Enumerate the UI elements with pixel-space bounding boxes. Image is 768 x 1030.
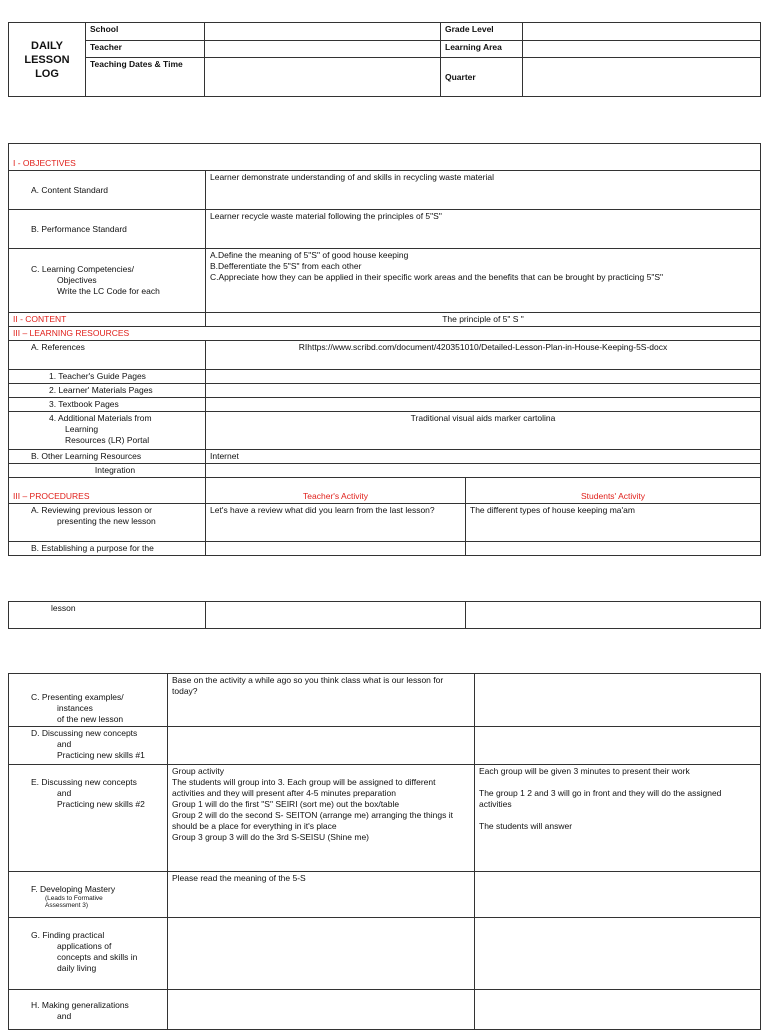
teacher-activity-header: Teacher's Activity <box>206 478 466 504</box>
learning-area-label: Learning Area <box>441 41 523 58</box>
discussing-concepts-2-teacher: Group activity The students will group into 3. Each group will be assigned to different activities and they will present after 4-5 minutes preparation Group 1 will do the first "S" SEIRI (sort me) out the box/table Group 2 will do the second S- SEITON (arrange me) arranging the things it should be a place for everything in it's place Group 3 group 3 will do the 3rd S-SEISU (Shine me) <box>168 765 475 872</box>
header-table <box>8 22 761 97</box>
grade-level-label: Grade Level <box>441 23 523 41</box>
discussing-concepts-2-label: E. Discussing new concepts and Practicing new skills #2 <box>9 765 168 872</box>
teacher-label: Teacher <box>86 41 205 58</box>
school-label: School <box>86 23 205 41</box>
integration-label: Integration <box>9 464 206 478</box>
establishing-purpose-teacher <box>206 542 466 556</box>
continuation-table <box>8 601 761 629</box>
objectives-heading: I - OBJECTIVES <box>9 144 761 171</box>
performance-standard-value: Learner recycle waste material following the principles of 5"S" <box>206 210 761 249</box>
teachers-guide-label: 1. Teacher's Guide Pages <box>9 370 206 384</box>
lesson-main-table <box>8 143 761 556</box>
reviewing-lesson-label: A. Reviewing previous lesson or presenting the new lesson <box>9 504 206 542</box>
establishing-purpose-students <box>466 542 761 556</box>
other-resources-label: B. Other Learning Resources <box>9 450 206 464</box>
integration-value <box>206 464 761 478</box>
content-heading: II - CONTENT <box>9 313 206 327</box>
additional-materials-label: 4. Additional Materials from Learning Resources (LR) Portal <box>9 412 206 450</box>
discussing-concepts-1-students <box>475 727 761 765</box>
learning-competencies-value: A.Define the meaning of 5"S" of good house keeping B.Defferentiate the 5"S" from each other C.Appreciate how they can be applied in their specific work areas and the benefits that can be brought by practicing 5"S" <box>206 249 761 313</box>
presenting-examples-teacher: Base on the activity a while ago so you think class what is our lesson for today? <box>168 674 475 727</box>
students-activity-header: Students' Activity <box>466 478 761 504</box>
presenting-examples-students <box>475 674 761 727</box>
references-label: A. References <box>9 341 206 370</box>
discussing-concepts-2-students: Each group will be given 3 minutes to present their work The group 1 2 and 3 will go in front and they will do the assigned activities The students will answer <box>475 765 761 872</box>
additional-materials-value: Traditional visual aids marker cartolina <box>206 412 761 450</box>
presenting-examples-label: C. Presenting examples/ instances of the new lesson <box>9 674 168 727</box>
establishing-purpose-label-cont: lesson <box>9 602 206 629</box>
grade-level-field[interactable] <box>523 23 761 41</box>
school-field[interactable] <box>205 23 441 41</box>
content-value: The principle of 5" S " <box>206 313 761 327</box>
establishing-purpose-teacher-cont <box>206 602 466 629</box>
learners-materials-label: 2. Learner' Materials Pages <box>9 384 206 398</box>
textbook-pages-value <box>206 398 761 412</box>
practical-applications-label: G. Finding practical applications of concepts and skills in daily living <box>9 918 168 990</box>
quarter-label: Quarter <box>441 58 523 97</box>
teaching-dates-field[interactable] <box>205 58 441 97</box>
procedures-heading: III – PROCEDURES <box>9 478 206 504</box>
developing-mastery-label: F. Developing Mastery (Leads to Formative Assessment 3) <box>9 872 168 918</box>
reviewing-lesson-students: The different types of house keeping ma'am <box>466 504 761 542</box>
teachers-guide-value <box>206 370 761 384</box>
practical-applications-teacher <box>168 918 475 990</box>
discussing-concepts-1-teacher <box>168 727 475 765</box>
performance-standard-label: B. Performance Standard <box>9 210 206 249</box>
developing-mastery-students <box>475 872 761 918</box>
procedures-table <box>8 673 761 1030</box>
content-standard-value: Learner demonstrate understanding of and skills in recycling waste material <box>206 171 761 210</box>
quarter-field[interactable] <box>523 58 761 97</box>
learning-resources-heading: III – LEARNING RESOURCES <box>9 327 761 341</box>
learning-area-field[interactable] <box>523 41 761 58</box>
developing-mastery-teacher: Please read the meaning of the 5-S <box>168 872 475 918</box>
other-resources-value: Internet <box>206 450 761 464</box>
textbook-pages-label: 3. Textbook Pages <box>9 398 206 412</box>
discussing-concepts-1-label: D. Discussing new concepts and Practicing new skills #1 <box>9 727 168 765</box>
content-standard-label: A. Content Standard <box>9 171 206 210</box>
generalizations-label: H. Making generalizations and <box>9 990 168 1030</box>
establishing-purpose-students-cont <box>466 602 761 629</box>
references-value: RIhttps://www.scribd.com/document/420351010/Detailed-Lesson-Plan-in-House-Keeping-5S-docx <box>206 341 761 370</box>
practical-applications-students <box>475 918 761 990</box>
learning-competencies-label: C. Learning Competencies/ Objectives Write the LC Code for each <box>9 249 206 313</box>
teacher-field[interactable] <box>205 41 441 58</box>
teaching-dates-label: Teaching Dates & Time <box>86 58 205 97</box>
daily-lesson-log-title: DAILY LESSON LOG <box>9 23 86 97</box>
establishing-purpose-label: B. Establishing a purpose for the <box>9 542 206 556</box>
reviewing-lesson-teacher: Let's have a review what did you learn from the last lesson? <box>206 504 466 542</box>
learners-materials-value <box>206 384 761 398</box>
